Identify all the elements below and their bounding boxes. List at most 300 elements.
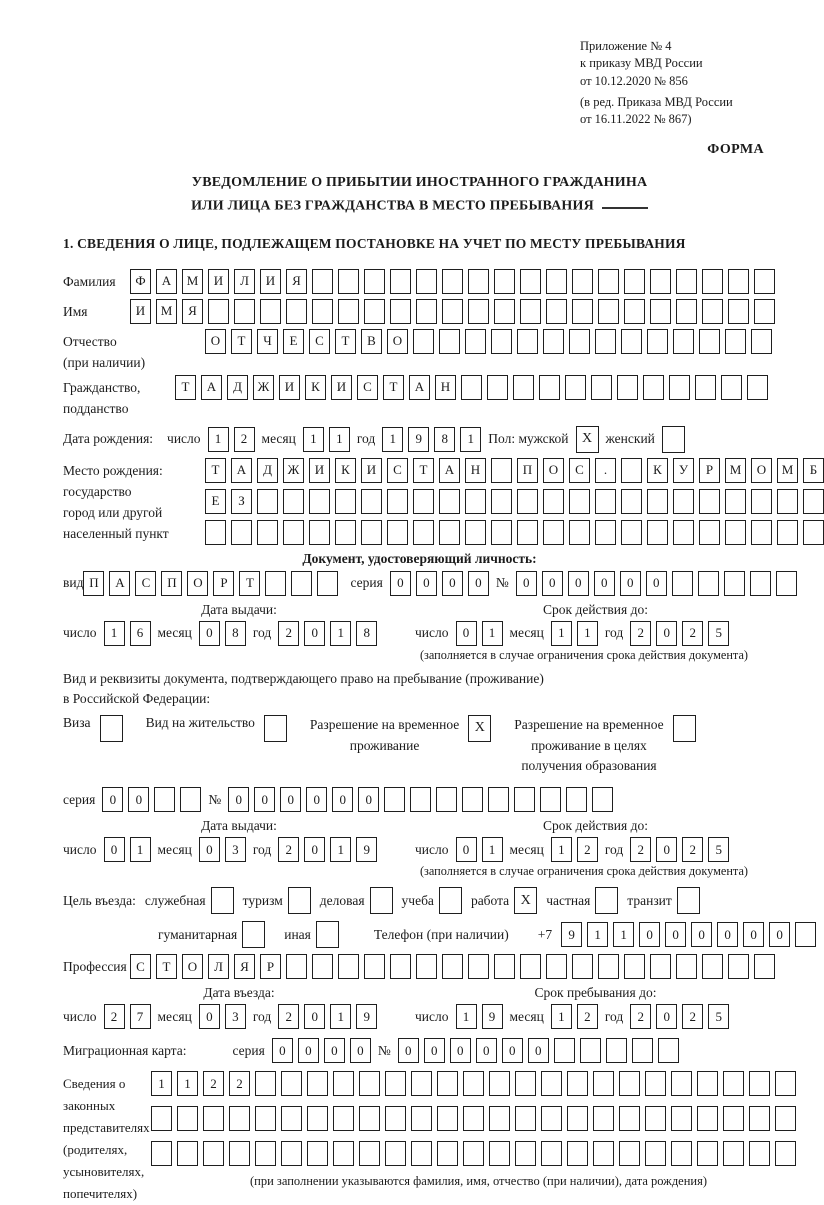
form-cell[interactable] — [723, 1071, 744, 1096]
form-cell[interactable] — [624, 299, 645, 324]
form-cell[interactable]: 0 — [304, 1004, 325, 1029]
form-cell[interactable] — [384, 787, 405, 812]
form-cell[interactable]: 0 — [542, 571, 563, 596]
form-cell[interactable] — [385, 1141, 406, 1166]
checkbox-tourism[interactable] — [288, 887, 311, 914]
form-cell[interactable]: 0 — [568, 571, 589, 596]
form-cell[interactable] — [489, 1071, 510, 1096]
form-cell[interactable] — [546, 269, 567, 294]
form-cell[interactable]: В — [361, 329, 382, 354]
form-cell[interactable] — [747, 375, 768, 400]
form-cell[interactable] — [335, 489, 356, 514]
form-cell[interactable] — [725, 520, 746, 545]
form-cell[interactable]: И — [279, 375, 300, 400]
form-cell[interactable]: 8 — [434, 427, 455, 452]
form-cell[interactable] — [312, 299, 333, 324]
form-cell[interactable]: 9 — [408, 427, 429, 452]
form-cell[interactable] — [281, 1141, 302, 1166]
form-cell[interactable]: З — [231, 489, 252, 514]
form-cell[interactable] — [359, 1106, 380, 1131]
form-cell[interactable] — [619, 1141, 640, 1166]
form-cell[interactable]: 1 — [551, 1004, 572, 1029]
form-cell[interactable] — [567, 1071, 588, 1096]
form-cell[interactable] — [546, 954, 567, 979]
form-cell[interactable]: С — [387, 458, 408, 483]
form-cell[interactable]: С — [357, 375, 378, 400]
form-cell[interactable] — [333, 1071, 354, 1096]
form-cell[interactable]: И — [130, 299, 151, 324]
form-cell[interactable] — [777, 489, 798, 514]
form-cell[interactable]: 1 — [303, 427, 324, 452]
form-cell[interactable]: 5 — [708, 837, 729, 862]
form-cell[interactable] — [803, 489, 824, 514]
form-cell[interactable] — [699, 489, 720, 514]
form-cell[interactable] — [572, 269, 593, 294]
form-cell[interactable] — [439, 489, 460, 514]
form-cell[interactable] — [151, 1141, 172, 1166]
form-cell[interactable] — [702, 269, 723, 294]
form-cell[interactable] — [515, 1106, 536, 1131]
form-cell[interactable]: 1 — [330, 621, 351, 646]
form-cell[interactable] — [309, 520, 330, 545]
form-cell[interactable] — [333, 1141, 354, 1166]
form-cell[interactable] — [569, 520, 590, 545]
form-cell[interactable] — [621, 458, 642, 483]
form-cell[interactable]: 2 — [682, 1004, 703, 1029]
form-cell[interactable] — [312, 954, 333, 979]
form-cell[interactable]: К — [647, 458, 668, 483]
checkbox-study[interactable] — [439, 887, 462, 914]
form-cell[interactable] — [591, 375, 612, 400]
form-cell[interactable]: Т — [205, 458, 226, 483]
form-cell[interactable]: О — [387, 329, 408, 354]
form-cell[interactable] — [411, 1106, 432, 1131]
form-cell[interactable] — [413, 329, 434, 354]
form-cell[interactable] — [281, 1106, 302, 1131]
form-cell[interactable] — [645, 1141, 666, 1166]
form-cell[interactable]: Е — [283, 329, 304, 354]
form-cell[interactable] — [647, 489, 668, 514]
form-cell[interactable] — [595, 329, 616, 354]
form-cell[interactable] — [541, 1106, 562, 1131]
form-cell[interactable]: 6 — [130, 621, 151, 646]
form-cell[interactable] — [180, 787, 201, 812]
form-cell[interactable] — [468, 299, 489, 324]
form-cell[interactable] — [723, 1141, 744, 1166]
form-cell[interactable] — [619, 1106, 640, 1131]
form-cell[interactable] — [621, 520, 642, 545]
form-cell[interactable]: 5 — [708, 621, 729, 646]
form-cell[interactable]: 0 — [665, 922, 686, 947]
form-cell[interactable] — [754, 954, 775, 979]
form-cell[interactable]: А — [109, 571, 130, 596]
form-cell[interactable] — [515, 1141, 536, 1166]
form-cell[interactable] — [413, 520, 434, 545]
form-cell[interactable] — [775, 1071, 796, 1096]
form-cell[interactable]: 2 — [630, 621, 651, 646]
form-cell[interactable]: 9 — [356, 1004, 377, 1029]
form-cell[interactable]: 1 — [177, 1071, 198, 1096]
form-cell[interactable] — [749, 1071, 770, 1096]
form-cell[interactable] — [307, 1106, 328, 1131]
form-cell[interactable]: 0 — [691, 922, 712, 947]
form-cell[interactable] — [569, 489, 590, 514]
form-cell[interactable] — [671, 1106, 692, 1131]
form-cell[interactable] — [413, 489, 434, 514]
form-cell[interactable]: Т — [175, 375, 196, 400]
form-cell[interactable] — [539, 375, 560, 400]
form-cell[interactable]: Д — [227, 375, 248, 400]
form-cell[interactable] — [410, 787, 431, 812]
form-cell[interactable]: С — [135, 571, 156, 596]
form-cell[interactable] — [338, 299, 359, 324]
form-cell[interactable] — [439, 520, 460, 545]
form-cell[interactable] — [669, 375, 690, 400]
form-cell[interactable] — [461, 375, 482, 400]
form-cell[interactable] — [775, 1106, 796, 1131]
form-cell[interactable] — [513, 375, 534, 400]
form-cell[interactable]: 0 — [332, 787, 353, 812]
form-cell[interactable]: А — [439, 458, 460, 483]
form-cell[interactable] — [543, 489, 564, 514]
form-cell[interactable]: С — [309, 329, 330, 354]
form-cell[interactable]: Т — [156, 954, 177, 979]
form-cell[interactable] — [177, 1106, 198, 1131]
form-cell[interactable] — [702, 299, 723, 324]
form-cell[interactable]: 0 — [298, 1038, 319, 1063]
form-cell[interactable] — [154, 787, 175, 812]
form-cell[interactable] — [624, 269, 645, 294]
form-cell[interactable] — [520, 954, 541, 979]
form-cell[interactable]: 0 — [199, 621, 220, 646]
form-cell[interactable] — [291, 571, 312, 596]
form-cell[interactable]: 3 — [225, 1004, 246, 1029]
form-cell[interactable]: 0 — [358, 787, 379, 812]
form-cell[interactable]: 9 — [482, 1004, 503, 1029]
form-cell[interactable]: Д — [257, 458, 278, 483]
form-cell[interactable]: Н — [465, 458, 486, 483]
form-cell[interactable]: 0 — [272, 1038, 293, 1063]
form-cell[interactable]: 0 — [304, 837, 325, 862]
form-cell[interactable] — [658, 1038, 679, 1063]
form-cell[interactable] — [203, 1141, 224, 1166]
form-cell[interactable]: Я — [286, 269, 307, 294]
form-cell[interactable] — [307, 1071, 328, 1096]
form-cell[interactable] — [517, 520, 538, 545]
form-cell[interactable]: 0 — [128, 787, 149, 812]
form-cell[interactable] — [416, 954, 437, 979]
form-cell[interactable] — [776, 571, 797, 596]
checkbox-other[interactable] — [316, 921, 339, 948]
form-cell[interactable] — [489, 1106, 510, 1131]
form-cell[interactable] — [643, 375, 664, 400]
checkbox-transit[interactable] — [677, 887, 700, 914]
form-cell[interactable] — [593, 1106, 614, 1131]
form-cell[interactable] — [462, 787, 483, 812]
form-cell[interactable] — [754, 269, 775, 294]
form-cell[interactable]: 0 — [743, 922, 764, 947]
form-cell[interactable]: 0 — [476, 1038, 497, 1063]
form-cell[interactable]: 1 — [151, 1071, 172, 1096]
form-cell[interactable]: А — [156, 269, 177, 294]
form-cell[interactable]: 1 — [577, 621, 598, 646]
form-cell[interactable] — [390, 954, 411, 979]
form-cell[interactable]: М — [725, 458, 746, 483]
form-cell[interactable] — [650, 954, 671, 979]
form-cell[interactable]: 2 — [682, 837, 703, 862]
form-cell[interactable]: 2 — [278, 621, 299, 646]
form-cell[interactable]: 2 — [278, 837, 299, 862]
form-cell[interactable] — [283, 520, 304, 545]
form-cell[interactable] — [754, 299, 775, 324]
form-cell[interactable]: 1 — [104, 621, 125, 646]
form-cell[interactable]: Р — [699, 458, 720, 483]
form-cell[interactable] — [338, 954, 359, 979]
form-cell[interactable]: Н — [435, 375, 456, 400]
form-cell[interactable]: А — [409, 375, 430, 400]
form-cell[interactable] — [465, 329, 486, 354]
form-cell[interactable] — [671, 1071, 692, 1096]
checkbox-temp-residence[interactable]: X — [468, 715, 491, 742]
form-cell[interactable]: 8 — [225, 621, 246, 646]
form-cell[interactable] — [468, 269, 489, 294]
form-cell[interactable] — [494, 269, 515, 294]
form-cell[interactable]: 2 — [203, 1071, 224, 1096]
form-cell[interactable] — [728, 954, 749, 979]
form-cell[interactable]: Т — [413, 458, 434, 483]
form-cell[interactable] — [333, 1106, 354, 1131]
form-cell[interactable] — [231, 520, 252, 545]
form-cell[interactable] — [723, 1106, 744, 1131]
form-cell[interactable]: 5 — [708, 1004, 729, 1029]
form-cell[interactable] — [624, 954, 645, 979]
form-cell[interactable]: И — [260, 269, 281, 294]
form-cell[interactable] — [676, 269, 697, 294]
form-cell[interactable] — [281, 1071, 302, 1096]
form-cell[interactable] — [569, 329, 590, 354]
form-cell[interactable] — [593, 1071, 614, 1096]
form-cell[interactable] — [673, 329, 694, 354]
form-cell[interactable]: А — [231, 458, 252, 483]
form-cell[interactable] — [491, 458, 512, 483]
form-cell[interactable] — [567, 1141, 588, 1166]
form-cell[interactable] — [672, 571, 693, 596]
form-cell[interactable]: 0 — [516, 571, 537, 596]
form-cell[interactable]: И — [309, 458, 330, 483]
form-cell[interactable] — [442, 299, 463, 324]
form-cell[interactable] — [416, 299, 437, 324]
form-cell[interactable]: 1 — [330, 1004, 351, 1029]
form-cell[interactable] — [699, 520, 720, 545]
form-cell[interactable] — [177, 1141, 198, 1166]
form-cell[interactable] — [751, 329, 772, 354]
form-cell[interactable]: И — [208, 269, 229, 294]
form-cell[interactable] — [364, 954, 385, 979]
checkbox-humanitarian[interactable] — [242, 921, 265, 948]
form-cell[interactable]: 0 — [468, 571, 489, 596]
form-cell[interactable] — [645, 1106, 666, 1131]
form-cell[interactable] — [265, 571, 286, 596]
form-cell[interactable] — [520, 269, 541, 294]
form-cell[interactable]: М — [182, 269, 203, 294]
form-cell[interactable] — [728, 299, 749, 324]
form-cell[interactable]: 0 — [199, 1004, 220, 1029]
form-cell[interactable] — [598, 299, 619, 324]
form-cell[interactable] — [725, 489, 746, 514]
form-cell[interactable]: Я — [234, 954, 255, 979]
form-cell[interactable]: Т — [239, 571, 260, 596]
checkbox-female[interactable] — [662, 426, 685, 453]
form-cell[interactable]: 2 — [577, 1004, 598, 1029]
form-cell[interactable] — [750, 571, 771, 596]
form-cell[interactable]: 2 — [234, 427, 255, 452]
form-cell[interactable]: Я — [182, 299, 203, 324]
form-cell[interactable]: 0 — [769, 922, 790, 947]
form-cell[interactable] — [463, 1071, 484, 1096]
form-cell[interactable]: Р — [213, 571, 234, 596]
form-cell[interactable] — [673, 520, 694, 545]
form-cell[interactable] — [385, 1071, 406, 1096]
form-cell[interactable] — [540, 787, 561, 812]
form-cell[interactable]: О — [205, 329, 226, 354]
form-cell[interactable]: 2 — [630, 837, 651, 862]
form-cell[interactable] — [286, 954, 307, 979]
form-cell[interactable]: О — [751, 458, 772, 483]
form-cell[interactable] — [359, 1141, 380, 1166]
form-cell[interactable]: 0 — [104, 837, 125, 862]
form-cell[interactable] — [650, 269, 671, 294]
form-cell[interactable]: 0 — [102, 787, 123, 812]
form-cell[interactable] — [695, 375, 716, 400]
form-cell[interactable]: 0 — [656, 837, 677, 862]
form-cell[interactable]: 9 — [561, 922, 582, 947]
form-cell[interactable]: 0 — [324, 1038, 345, 1063]
form-cell[interactable]: 0 — [228, 787, 249, 812]
form-cell[interactable]: П — [161, 571, 182, 596]
form-cell[interactable] — [489, 1141, 510, 1166]
form-cell[interactable]: Ф — [130, 269, 151, 294]
form-cell[interactable] — [387, 520, 408, 545]
form-cell[interactable] — [491, 489, 512, 514]
form-cell[interactable] — [619, 1071, 640, 1096]
form-cell[interactable]: 0 — [306, 787, 327, 812]
form-cell[interactable] — [676, 299, 697, 324]
form-cell[interactable]: О — [182, 954, 203, 979]
form-cell[interactable] — [699, 329, 720, 354]
form-cell[interactable]: У — [673, 458, 694, 483]
checkbox-work[interactable]: X — [514, 887, 537, 914]
form-cell[interactable] — [488, 787, 509, 812]
form-cell[interactable]: 0 — [620, 571, 641, 596]
form-cell[interactable]: 0 — [502, 1038, 523, 1063]
form-cell[interactable]: М — [156, 299, 177, 324]
form-cell[interactable]: 0 — [456, 837, 477, 862]
form-cell[interactable] — [698, 571, 719, 596]
form-cell[interactable] — [437, 1071, 458, 1096]
form-cell[interactable] — [309, 489, 330, 514]
form-cell[interactable]: И — [361, 458, 382, 483]
form-cell[interactable] — [416, 269, 437, 294]
form-cell[interactable]: 0 — [656, 1004, 677, 1029]
form-cell[interactable] — [151, 1106, 172, 1131]
form-cell[interactable] — [364, 269, 385, 294]
form-cell[interactable] — [580, 1038, 601, 1063]
form-cell[interactable] — [751, 520, 772, 545]
form-cell[interactable]: 0 — [646, 571, 667, 596]
form-cell[interactable] — [390, 299, 411, 324]
form-cell[interactable] — [567, 1106, 588, 1131]
form-cell[interactable] — [697, 1106, 718, 1131]
form-cell[interactable] — [592, 787, 613, 812]
form-cell[interactable] — [283, 489, 304, 514]
checkbox-temp-residence-education[interactable] — [673, 715, 696, 742]
form-cell[interactable] — [725, 329, 746, 354]
form-cell[interactable]: К — [335, 458, 356, 483]
form-cell[interactable]: 8 — [356, 621, 377, 646]
form-cell[interactable]: . — [595, 458, 616, 483]
form-cell[interactable] — [491, 329, 512, 354]
form-cell[interactable]: Ж — [283, 458, 304, 483]
form-cell[interactable] — [255, 1106, 276, 1131]
form-cell[interactable] — [229, 1106, 250, 1131]
form-cell[interactable]: 1 — [208, 427, 229, 452]
form-cell[interactable]: К — [305, 375, 326, 400]
form-cell[interactable]: 1 — [613, 922, 634, 947]
form-cell[interactable] — [317, 571, 338, 596]
form-cell[interactable] — [572, 954, 593, 979]
form-cell[interactable]: А — [201, 375, 222, 400]
form-cell[interactable] — [491, 520, 512, 545]
form-cell[interactable]: 1 — [460, 427, 481, 452]
form-cell[interactable]: Т — [383, 375, 404, 400]
form-cell[interactable] — [595, 520, 616, 545]
checkbox-business[interactable] — [370, 887, 393, 914]
form-cell[interactable] — [229, 1141, 250, 1166]
form-cell[interactable] — [728, 269, 749, 294]
form-cell[interactable]: О — [543, 458, 564, 483]
form-cell[interactable] — [390, 269, 411, 294]
form-cell[interactable]: Л — [208, 954, 229, 979]
form-cell[interactable] — [593, 1141, 614, 1166]
form-cell[interactable] — [468, 954, 489, 979]
form-cell[interactable] — [359, 1071, 380, 1096]
form-cell[interactable]: 0 — [280, 787, 301, 812]
form-cell[interactable] — [751, 489, 772, 514]
form-cell[interactable] — [361, 520, 382, 545]
form-cell[interactable]: 0 — [254, 787, 275, 812]
form-cell[interactable]: Т — [335, 329, 356, 354]
form-cell[interactable]: С — [130, 954, 151, 979]
checkbox-private[interactable] — [595, 887, 618, 914]
form-cell[interactable] — [387, 489, 408, 514]
form-cell[interactable]: 0 — [456, 621, 477, 646]
form-cell[interactable] — [697, 1071, 718, 1096]
form-cell[interactable]: Ч — [257, 329, 278, 354]
form-cell[interactable]: Е — [205, 489, 226, 514]
form-cell[interactable]: 1 — [482, 621, 503, 646]
form-cell[interactable] — [487, 375, 508, 400]
form-cell[interactable]: 2 — [229, 1071, 250, 1096]
form-cell[interactable]: Л — [234, 269, 255, 294]
form-cell[interactable] — [554, 1038, 575, 1063]
form-cell[interactable] — [749, 1141, 770, 1166]
form-cell[interactable] — [442, 954, 463, 979]
form-cell[interactable] — [803, 520, 824, 545]
form-cell[interactable] — [335, 520, 356, 545]
form-cell[interactable] — [749, 1106, 770, 1131]
form-cell[interactable]: О — [187, 571, 208, 596]
form-cell[interactable] — [650, 299, 671, 324]
